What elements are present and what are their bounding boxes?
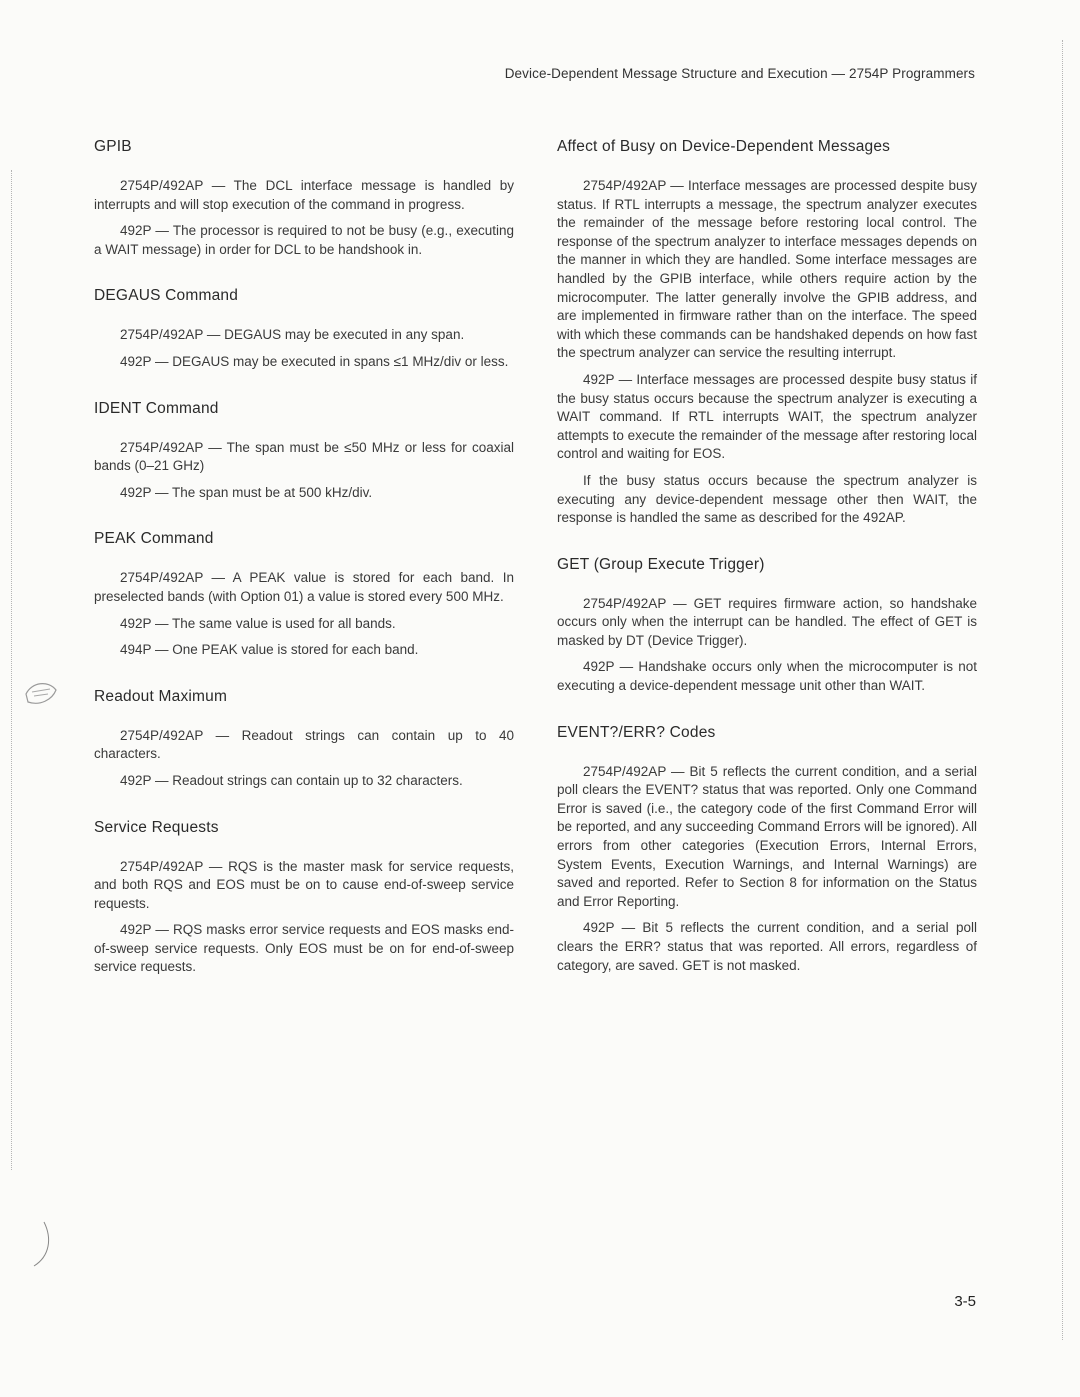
running-header: Device-Dependent Message Structure and Execution — 2754P Programmers <box>504 66 975 81</box>
section-heading: Service Requests <box>94 818 219 836</box>
left-margin-scan-mark <box>11 170 12 1170</box>
paragraph: 492P — Handshake occurs only when the microcomputer is not executing a device-dependent message unit other than WAIT. <box>557 659 977 694</box>
paragraph: 492P — DEGAUS may be executed in spans ≤1 MHz/div or less. <box>120 353 509 369</box>
section-event-err-codes <box>557 724 977 976</box>
section-affect-of-busy <box>557 138 977 528</box>
paragraph: 2754P/492AP — A PEAK value is stored for each band. In preselected bands (with Option 01) a value is stored every 500 MHz. <box>94 570 514 604</box>
section-heading: EVENT?/ERR? Codes <box>557 723 716 741</box>
section-heading: IDENT Command <box>94 399 219 417</box>
paragraph: 492P — Readout strings can contain up to 32 characters. <box>120 772 463 788</box>
paragraph: 492P — RQS masks error service requests and EOS masks end-of-sweep service requests. Only EOS must be on for end-of-sweep service requests. <box>94 922 514 975</box>
bottom-left-scan-mark <box>30 1220 54 1270</box>
right-column <box>557 138 977 1003</box>
section-peak-command <box>94 530 514 659</box>
paragraph: 492P — Interface messages are processed despite busy status if the busy status occurs because the spectrum analyzer is executing a WAIT command. If RTL interrupts WAIT, the spectrum analyzer attempts to execute the remainder of the message after restoring local control and waiting for EOS. <box>557 371 977 462</box>
paragraph: 492P — Bit 5 reflects the current condition, and a serial poll clears the ERR? status that was reported. All errors, regardless of category, are saved. GET is not masked. <box>557 920 977 973</box>
section-ident-command <box>94 400 514 503</box>
paragraph: 492P — The span must be at 500 kHz/div. <box>120 484 373 500</box>
paragraph: 2754P/492AP — GET requires firmware action, so handshake occurs only when the interrupt can be handled. The effect of GET is masked by DT (Device Trigger). <box>557 595 977 648</box>
paragraph: 2754P/492AP — The DCL interface message is handled by interrupts and will stop execution of the command in progress. <box>94 178 514 212</box>
paragraph: 2754P/492AP — RQS is the master mask for service requests, and both RQS and EOS must be on to cause end-of-sweep service requests. <box>94 858 514 911</box>
section-heading: GPIB <box>94 138 132 155</box>
paragraph: 492P — The same value is used for all bands. <box>120 615 396 631</box>
section-heading: PEAK Command <box>94 530 214 548</box>
scan-smudge <box>22 672 62 712</box>
paragraph: 494P — One PEAK value is stored for each band. <box>120 642 419 658</box>
section-heading: DEGAUS Command <box>94 287 239 305</box>
section-degaus-command <box>94 287 514 371</box>
page-number: 3-5 <box>954 1293 976 1310</box>
right-margin-scan-mark <box>1062 40 1063 1340</box>
section-heading: Readout Maximum <box>94 687 228 705</box>
paragraph: 492P — The processor is required to not be busy (e.g., executing a WAIT message) in order for DCL to be handshook in. <box>94 223 514 257</box>
paragraph: 2754P/492AP — Bit 5 reflects the current condition, and a serial poll clears the EVENT? status that was reported. Only one Command Error is saved (i.e., the category code of the first Command Error will be reported, and any succeeding Command Errors will be ignored). All errors from other categories (Execution Errors, Internal Errors, System Events, Execution Warnings, and Internal Warnings) are saved and reported. Refer to Section 8 for information on the Status and Error Reporting. <box>557 763 977 909</box>
section-get-group-execute-trigger <box>557 556 977 696</box>
section-heading: Affect of Busy on Device-Dependent Messages <box>557 138 891 155</box>
section-service-requests <box>94 819 514 978</box>
paragraph: 2754P/492AP — The span must be ≤50 MHz or less for coaxial bands (0–21 GHz) <box>94 439 514 474</box>
section-readout-maximum <box>94 688 514 791</box>
paragraph: 2754P/492AP — Readout strings can contain up to 40 characters. <box>94 727 514 762</box>
paragraph: 2754P/492AP — Interface messages are processed despite busy status. If RTL interrupts a message, the spectrum analyzer executes the remainder of the message before restoring local control. The response of the spectrum analyzer to interface messages depends on the manner in which they are handled. Some interface messages are handled by the GPIB interface, while others require action by the microcomputer. The latter generally involve the GPIB address, and are implemented in firmware rather than on the interface. The speed with which these commands can be handshaked depends on how fast the spectrum analyzer can service the resulting interrupt. <box>557 178 977 361</box>
section-gpib <box>94 138 514 259</box>
left-column <box>94 138 514 1005</box>
paragraph: 2754P/492AP — DEGAUS may be executed in any span. <box>120 327 465 343</box>
paragraph: If the busy status occurs because the spectrum analyzer is executing any device-dependent message other then WAIT, the response is handled the same as described for the 492AP. <box>557 472 977 526</box>
section-heading: GET (Group Execute Trigger) <box>557 555 765 573</box>
